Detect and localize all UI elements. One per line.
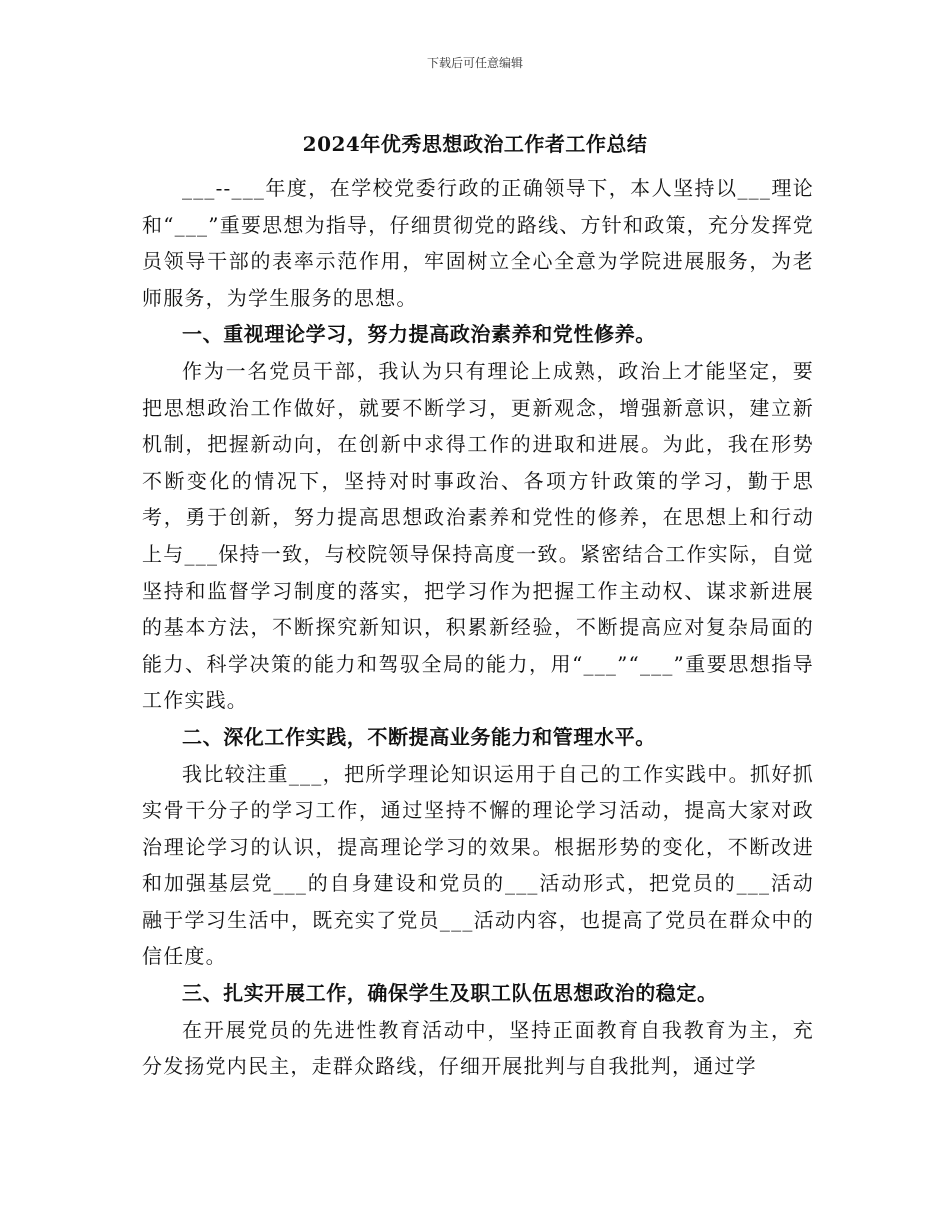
- header-note: 下载后可任意编辑: [426, 56, 523, 70]
- section-3-heading: 三、扎实开展工作，确保学生及职工队伍思想政治的稳定。: [182, 981, 718, 1006]
- section-3-paragraph: 在开展党员的先进性教育活动中，坚持正面教育自我教育为主，充分发扬党内民主，走群众路线，仔细开展批判与自我批判，通过学: [142, 1017, 814, 1079]
- section-2-heading: 二、深化工作实践，不断提高业务能力和管理水平。: [182, 724, 656, 749]
- document-title: 2024年优秀思想政治工作者工作总结: [302, 132, 648, 156]
- section-1-paragraph: 作为一名党员干部，我认为只有理论上成熟，政治上才能坚定，要把思想政治工作做好，就要不断学习，更新观念，增强新意识，建立新机制，把握新动向，在创新中求得工作的进取和进展。为此，我在形势不断变化的情况下，坚持对时事政治、各项方针政策的学习，勤于思考，勇于创新，努力提高思想政治素养和党性的修养，在思想上和行动上与___保持一致，与校院领导保持高度一致。紧密结合工作实际，自觉坚持和监督学习制度的落实，把学习作为把握工作主动权、谋求新进展的基本方法，不断探究新知识，积累新经验，不断提高应对复杂局面的能力、科学决策的能力和驾驭全局的能力，用“___”“___”重要思想指导工作实践。: [142, 358, 814, 713]
- section-2-paragraph: 我比较注重___，把所学理论知识运用于自己的工作实践中。抓好抓实骨干分子的学习工作，通过坚持不懈的理论学习活动，提高大家对政治理论学习的认识，提高理论学习的效果。根据形势的变化，不断改进和加强基层党___的自身建设和党员的___活动形式，把党员的___活动融于学习生活中，既充实了党员___活动内容，也提高了党员在群众中的信任度。: [142, 761, 814, 969]
- intro-paragraph: ___--___年度，在学校党委行政的正确领导下，本人坚持以___理论和“___”重要思想为指导，仔细贯彻党的路线、方针和政策，充分发挥党员领导干部的表率示范作用，牢固树立全心全意为学院进展服务，为老师服务，为学生服务的思想。: [142, 176, 814, 310]
- section-1-heading: 一、重视理论学习，努力提高政治素养和党性修养。: [182, 322, 656, 347]
- document-body: [142, 170, 814, 1085]
